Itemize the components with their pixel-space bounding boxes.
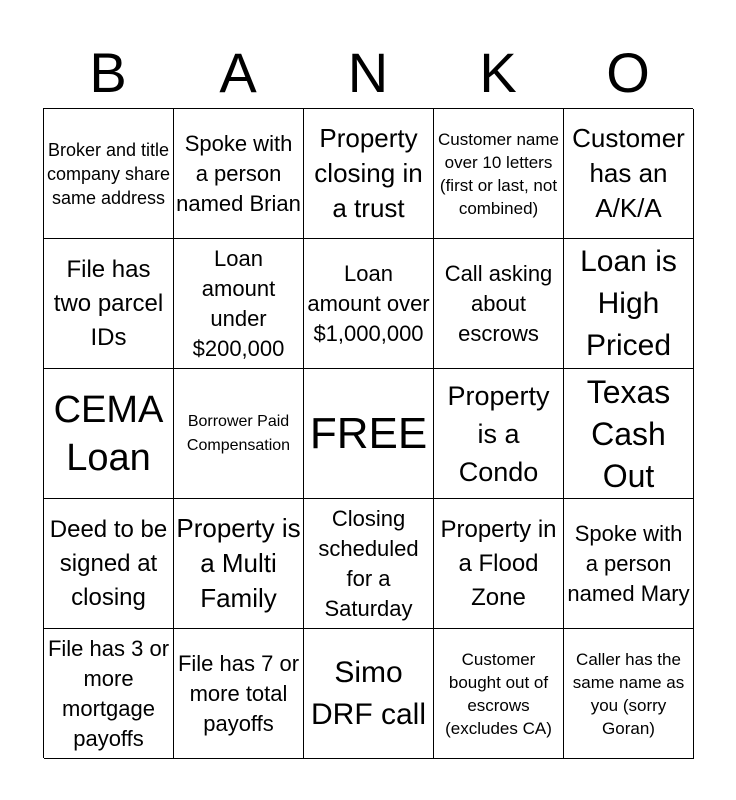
bingo-cell[interactable]: [564, 369, 694, 499]
bingo-cell[interactable]: [174, 109, 304, 239]
bingo-cell[interactable]: [44, 369, 174, 499]
bingo-cell[interactable]: [174, 369, 304, 499]
bingo-cell[interactable]: [44, 629, 174, 759]
bingo-cell[interactable]: [434, 239, 564, 369]
cell-text: Loan amount over $1,000,000: [307, 260, 430, 346]
bingo-cell[interactable]: [44, 499, 174, 629]
banko-header: [43, 38, 693, 108]
cell-text: Property is a Condo: [447, 380, 550, 487]
bingo-cell[interactable]: [174, 239, 304, 369]
bingo-cell[interactable]: [434, 499, 564, 629]
header-letter-a: A: [219, 41, 257, 104]
cell-text: Simo DRF call: [310, 655, 426, 731]
bingo-cell[interactable]: [564, 239, 694, 369]
bingo-cell[interactable]: [174, 499, 304, 629]
header-letter-k: K: [479, 41, 517, 104]
bingo-cell free-cell[interactable]: [304, 369, 434, 499]
free-space: FREE: [309, 408, 428, 458]
cell-text: Spoke with a person named Mary: [567, 520, 690, 606]
cell-text: Spoke with a person named Brian: [176, 130, 301, 216]
cell-text: Customer name over 10 letters (first or last, not combined): [438, 129, 559, 218]
cell-text: Caller has the same name as you (sorry Goran): [572, 649, 685, 738]
bingo-cell[interactable]: [564, 109, 694, 239]
cell-text: Property is a Multi Family: [176, 513, 301, 613]
header-letter-o: O: [606, 41, 650, 104]
cell-text: Call asking about escrows: [444, 260, 553, 346]
bingo-cell[interactable]: [44, 109, 174, 239]
bingo-cell[interactable]: [564, 499, 694, 629]
cell-text: File has two parcel IDs: [53, 255, 164, 351]
bingo-cell[interactable]: [434, 369, 564, 499]
cell-text: Property closing in a trust: [314, 123, 423, 223]
bingo-cell[interactable]: [434, 109, 564, 239]
cell-text: File has 7 or more total payoffs: [177, 650, 300, 736]
bingo-cell[interactable]: [434, 629, 564, 759]
cell-text: Customer bought out of escrows (excludes CA): [445, 649, 552, 738]
cell-text: Loan amount under $200,000: [192, 245, 285, 361]
bingo-cell[interactable]: [44, 239, 174, 369]
bingo-cell[interactable]: [304, 499, 434, 629]
bingo-cell[interactable]: [304, 109, 434, 239]
bingo-board: [43, 108, 693, 758]
cell-text: Property in a Flood Zone: [440, 515, 557, 611]
cell-text: Texas Cash Out: [586, 373, 671, 494]
bingo-cell[interactable]: [174, 629, 304, 759]
cell-text: File has 3 or more mortgage payoffs: [47, 635, 170, 751]
header-letter-n: N: [347, 41, 389, 104]
cell-text: Closing scheduled for a Saturday: [318, 505, 419, 621]
bingo-cell[interactable]: [564, 629, 694, 759]
cell-text: Loan is High Priced: [580, 244, 677, 362]
cell-text: Borrower Paid Compensation: [186, 412, 291, 454]
bingo-cell[interactable]: [304, 239, 434, 369]
cell-text: Customer has an A/K/A: [572, 123, 685, 223]
cell-text: Deed to be signed at closing: [49, 515, 168, 611]
header-letter-b: B: [89, 41, 127, 104]
cell-text: CEMA Loan: [53, 388, 164, 479]
bingo-cell[interactable]: [304, 629, 434, 759]
cell-text: Broker and title company share same address: [46, 139, 171, 208]
